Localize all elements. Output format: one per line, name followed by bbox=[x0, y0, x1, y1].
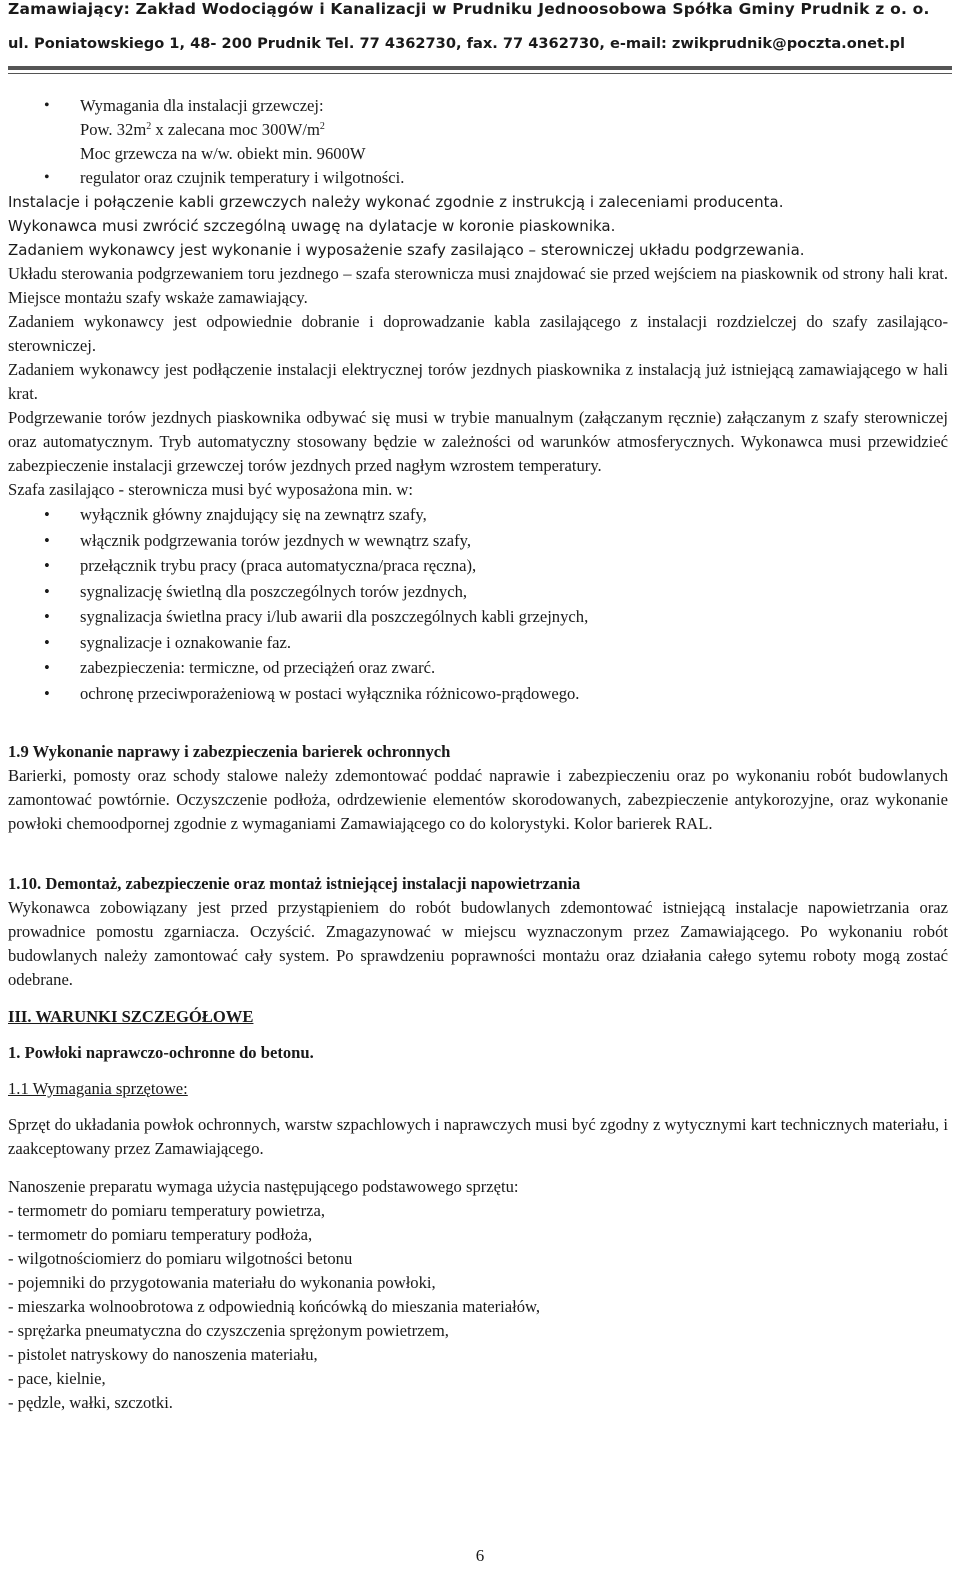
heating-area: Pow. $32m^2$ x zalecana moc $300W/m^2$ bbox=[80, 120, 325, 139]
heating-paragraph-4: Układu sterowania podgrzewaniem toru jezdnego – szafa sterownicza musi znajdować sie przed wejściem na piaskownik od strony hali krat. Miejsce montażu szafy wskaże zamawiający. bbox=[8, 264, 948, 307]
list-item: • wyłącznik główny znajdujący się na zewnątrz szafy, bbox=[8, 502, 948, 528]
section-1-1-paragraph-2: Nanoszenie preparatu wymaga użycia następującego podstawowego sprzętu: bbox=[8, 1177, 519, 1196]
page-number: 6 bbox=[475, 1546, 485, 1565]
tool-item: - mieszarka wolnoobrotowa z odpowiednią końcówką do mieszania materiałów, bbox=[8, 1297, 541, 1316]
heating-paragraph-7: Podgrzewanie torów jezdnych piaskownika odbywać się musi w trybie manualnym (załączanym ręcznie) załączanym z szafy sterowniczej oraz automatycznym. Tryb automatyczny stosowany będzie w zależności od warunków atmosferycznych. Wykonawca musi przewidzieć zabezpieczenie instalacji grzewczej torów jezdnych przed nagłym wzrostem temperatury. bbox=[8, 408, 948, 475]
header-ordering-party: Zamawiający: Zakład Wodociągów i Kanalizacji w Prudniku Jednoosobowa Spółka Gminy Prudnik z o. o. bbox=[8, 0, 930, 18]
heating-paragraph-5: Zadaniem wykonawcy jest odpowiednie dobranie i doprowadzanie kabla zasilającego z instalacji rozdzielczej do szafy zasilająco-sterowniczej. bbox=[8, 312, 948, 355]
section-1-coatings-title: 1. Powłoki naprawczo-ochronne do betonu. bbox=[8, 1043, 314, 1062]
tool-item: - termometr do pomiaru temperatury podłoża, bbox=[8, 1225, 313, 1244]
cabinet-equipment-list bbox=[8, 502, 948, 706]
section-iii-title: III. WARUNKI SZCZEGÓŁOWE bbox=[8, 1007, 254, 1026]
heating-paragraph-6: Zadaniem wykonawcy jest podłączenie instalacji elektrycznej torów jezdnych piaskownika z instalacją już istniejącą zamawiającego w hali krat. bbox=[8, 360, 948, 403]
tool-item: - pędzle, wałki, szczotki. bbox=[8, 1393, 173, 1412]
header-rule-thin bbox=[8, 73, 952, 74]
section-1-10-title: 1.10. Demontaż, zabezpieczenie oraz montaż istniejącej instalacji napowietrzania bbox=[8, 874, 581, 893]
document-body bbox=[8, 94, 948, 1415]
section-1-9-text: Barierki, pomosty oraz schody stalowe należy zdemontować poddać naprawie i zabezpieczeniu oraz po wykonaniu robót budowlanych zamontować powtórnie. Oczyszczenie podłoża, odrdzewienie elementów skorodowanych, zabezpieczenie antykorozyjne, oraz wykonanie powłoki chemoodpornej zgodnie z wymaganiami Zamawiającego co do kolorystyki. Kolor barierek RAL. bbox=[8, 766, 948, 833]
list-item: • włącznik podgrzewania torów jezdnych w wewnątrz szafy, bbox=[8, 528, 948, 554]
section-1-10-text: Wykonawca zobowiązany jest przed przystąpieniem do robót budowlanych zdemontować istniejącą instalacje napowietrzania oraz prowadnice pomostu zgarniacza. Oczyścić. Zmagazynować w miejscu wyznaczonym przez Zamawiającego. Po wykonaniu robót budowlanych należy zamontować cały system. Po sprawdzeniu poprawności montażu oraz działania całego sytemu roboty mogą zostać odebrane. bbox=[8, 898, 948, 989]
section-1-9-title: 1.9 Wykonanie naprawy i zabezpieczenia barierek ochronnych bbox=[8, 742, 451, 761]
header-rule-thick bbox=[8, 66, 952, 70]
tool-item: - pistolet natryskowy do nanoszenia materiału, bbox=[8, 1345, 318, 1364]
list-item: • przełącznik trybu pracy (praca automatyczna/praca ręczna), bbox=[8, 553, 948, 579]
section-1-1-paragraph-1: Sprzęt do układania powłok ochronnych, warstw szpachlowych i naprawczych musi być zgodny z wytycznymi kart technicznych materiału, i zaakceptowany przez Zamawiającego. bbox=[8, 1115, 948, 1158]
list-item: • ochronę przeciwporażeniową w postaci wyłącznika różnicowo-prądowego. bbox=[8, 681, 948, 707]
list-item: • zabezpieczenia: termiczne, od przeciążeń oraz zwarć. bbox=[8, 655, 948, 681]
heating-paragraph-1: Instalacje i połączenie kabli grzewczych należy wykonać zgodnie z instrukcją i zaleceniami producenta. bbox=[8, 193, 784, 211]
header-address: ul. Poniatowskiego 1, 48- 200 Prudnik Tel. 77 4362730, fax. 77 4362730, e-mail: zwikprudnik@poczta.onet.pl bbox=[8, 35, 906, 52]
heating-requirements-title: • Wymagania dla instalacji grzewczej: bbox=[8, 94, 948, 118]
tool-item: - pace, kielnie, bbox=[8, 1369, 106, 1388]
section-1-1-title: 1.1 Wymagania sprzętowe: bbox=[8, 1079, 188, 1098]
heating-paragraph-2: Wykonawca musi zwrócić szczególną uwagę na dylatacje w koronie piaskownika. bbox=[8, 217, 616, 235]
heating-power: Moc grzewcza na w/w. obiekt min. 9600W bbox=[80, 144, 366, 163]
list-item: • sygnalizacja świetlna pracy i/lub awarii dla poszczególnych kabli grzejnych, bbox=[8, 604, 948, 630]
tool-item: - sprężarka pneumatyczna do czyszczenia sprężonym powietrzem, bbox=[8, 1321, 449, 1340]
tool-item: - termometr do pomiaru temperatury powietrza, bbox=[8, 1201, 326, 1220]
heating-regulator: • regulator oraz czujnik temperatury i wilgotności. bbox=[8, 166, 948, 190]
list-item: • sygnalizację świetlną dla poszczególnych torów jezdnych, bbox=[8, 579, 948, 605]
list-item: • sygnalizacje i oznakowanie faz. bbox=[8, 630, 948, 656]
tool-item: - pojemniki do przygotowania materiału do wykonania powłoki, bbox=[8, 1273, 436, 1292]
heating-paragraph-3: Zadaniem wykonawcy jest wykonanie i wyposażenie szafy zasilająco – sterowniczej układu podgrzewania. bbox=[8, 241, 805, 259]
tool-item: - wilgotnościomierz do pomiaru wilgotności betonu bbox=[8, 1249, 353, 1268]
heating-paragraph-8: Szafa zasilająco - sterownicza musi być wyposażona min. w: bbox=[8, 480, 414, 499]
